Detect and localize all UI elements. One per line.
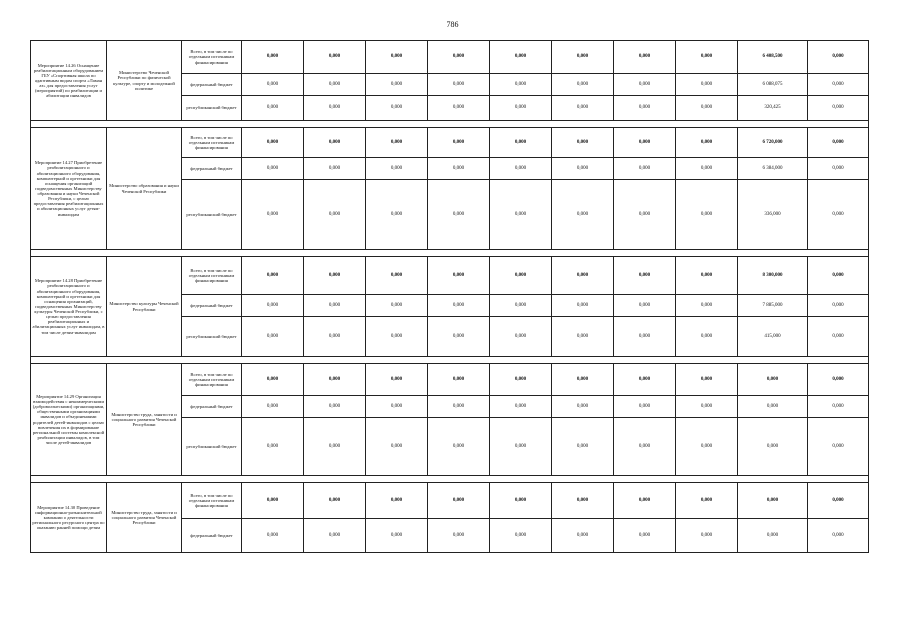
value-cell: 0,000 bbox=[242, 96, 304, 121]
value-cell: 0,000 bbox=[490, 96, 552, 121]
value-cell: 0,000 bbox=[242, 158, 304, 180]
value-cell: 0,000 bbox=[428, 128, 490, 158]
value-cell: 0,000 bbox=[614, 74, 676, 96]
value-cell: 0,000 bbox=[304, 483, 366, 519]
value-cell: 0,000 bbox=[490, 158, 552, 180]
value-cell: 0,000 bbox=[614, 396, 676, 418]
table-row bbox=[31, 483, 869, 519]
source-federal: федеральный бюджет bbox=[182, 158, 242, 180]
value-cell: 0,000 bbox=[808, 418, 869, 476]
value-cell: 0,000 bbox=[366, 180, 428, 250]
executor: Министерство Чеченской Республики по физической культуре, спорту и молодежной политике bbox=[107, 41, 182, 121]
value-cell: 6 088,075 bbox=[738, 74, 808, 96]
source-republic: республиканский бюджет bbox=[182, 317, 242, 357]
value-cell: 0,000 bbox=[676, 74, 738, 96]
value-cell: 8 300,000 bbox=[738, 257, 808, 295]
value-cell: 0,000 bbox=[676, 483, 738, 519]
value-cell: 0,000 bbox=[428, 396, 490, 418]
value-cell: 0,000 bbox=[490, 128, 552, 158]
value-cell: 0,000 bbox=[676, 158, 738, 180]
value-cell: 0,000 bbox=[490, 483, 552, 519]
value-cell: 7 885,000 bbox=[738, 295, 808, 317]
value-cell: 0,000 bbox=[490, 317, 552, 357]
measure-title: Мероприятие 14.28 Приобретение реабилитационного и абилитационного оборудования, компьютерной и оргтехники для оснащения организаций, подведомственных Министерству культуры Чеченской Республики, с целью предоставления реабилитационных и абилитационных услуг инвалидам, в том числе детям-инвалидам bbox=[31, 257, 107, 357]
value-cell: 0,000 bbox=[808, 364, 869, 396]
value-cell: 0,000 bbox=[808, 317, 869, 357]
value-cell: 0,000 bbox=[614, 41, 676, 74]
value-cell: 0,000 bbox=[552, 257, 614, 295]
value-cell: 0,000 bbox=[428, 519, 490, 553]
value-cell: 0,000 bbox=[676, 418, 738, 476]
value-cell: 0,000 bbox=[366, 519, 428, 553]
value-cell: 0,000 bbox=[552, 158, 614, 180]
value-cell: 0,000 bbox=[304, 41, 366, 74]
value-cell: 336,000 bbox=[738, 180, 808, 250]
value-cell: 0,000 bbox=[676, 364, 738, 396]
value-cell: 0,000 bbox=[808, 128, 869, 158]
table-row bbox=[31, 41, 869, 74]
value-cell: 0,000 bbox=[428, 257, 490, 295]
value-cell: 0,000 bbox=[490, 519, 552, 553]
value-cell: 0,000 bbox=[808, 96, 869, 121]
value-cell: 0,000 bbox=[614, 483, 676, 519]
value-cell: 0,000 bbox=[738, 418, 808, 476]
value-cell: 0,000 bbox=[808, 396, 869, 418]
measure-title: Мероприятие 14.27 Приобретение реабилитационного и абилитационного оборудования, компьютерной и оргтехники для оснащения организаций подведомственных Министерству образования и науки Чеченской Республики, с целью предоставления реабилитационных и абилитационных услуг детям-инвалидам bbox=[31, 128, 107, 250]
value-cell: 0,000 bbox=[304, 519, 366, 553]
gap-row bbox=[31, 121, 869, 128]
value-cell: 0,000 bbox=[738, 364, 808, 396]
value-cell: 0,000 bbox=[808, 295, 869, 317]
value-cell: 0,000 bbox=[428, 317, 490, 357]
value-cell: 0,000 bbox=[242, 295, 304, 317]
value-cell: 0,000 bbox=[304, 128, 366, 158]
value-cell: 415,000 bbox=[738, 317, 808, 357]
value-cell: 0,000 bbox=[366, 257, 428, 295]
value-cell: 0,000 bbox=[552, 418, 614, 476]
measure-title: Мероприятие 14.29 Организация взаимодействия с некоммерческими (добровольческими) организациями, общественными организациями инвалидов и объединениями родителей детей-инвалидов с целью вовлечения их в формирование региональной системы комплексной реабилитации инвалидов, в том числе детей-инвалидов bbox=[31, 364, 107, 476]
value-cell: 0,000 bbox=[242, 257, 304, 295]
source-total: Всего, в том числе по отдельным источникам финансирования bbox=[182, 128, 242, 158]
source-total: Всего, в том числе по отдельным источникам финансирования bbox=[182, 483, 242, 519]
value-cell: 0,000 bbox=[428, 418, 490, 476]
value-cell: 0,000 bbox=[490, 295, 552, 317]
executor: Министерство труда, занятости и социального развития Чеченской Республики bbox=[107, 483, 182, 553]
source-republic: республиканский бюджет bbox=[182, 180, 242, 250]
value-cell: 0,000 bbox=[552, 364, 614, 396]
value-cell: 0,000 bbox=[808, 519, 869, 553]
table-row bbox=[31, 364, 869, 396]
value-cell: 0,000 bbox=[304, 396, 366, 418]
source-republic: республиканский бюджет bbox=[182, 96, 242, 121]
value-cell: 0,000 bbox=[366, 483, 428, 519]
value-cell: 0,000 bbox=[808, 158, 869, 180]
value-cell: 0,000 bbox=[614, 317, 676, 357]
value-cell: 0,000 bbox=[676, 295, 738, 317]
table-row bbox=[31, 257, 869, 295]
value-cell: 0,000 bbox=[614, 418, 676, 476]
source-republic: республиканский бюджет bbox=[182, 418, 242, 476]
value-cell: 0,000 bbox=[366, 128, 428, 158]
value-cell: 0,000 bbox=[552, 483, 614, 519]
value-cell: 0,000 bbox=[614, 180, 676, 250]
value-cell: 0,000 bbox=[304, 364, 366, 396]
value-cell: 0,000 bbox=[808, 41, 869, 74]
budget-table bbox=[30, 40, 869, 553]
gap-row bbox=[31, 357, 869, 364]
source-federal: федеральный бюджет bbox=[182, 74, 242, 96]
value-cell: 0,000 bbox=[366, 317, 428, 357]
value-cell: 0,000 bbox=[366, 41, 428, 74]
value-cell: 0,000 bbox=[304, 418, 366, 476]
value-cell: 0,000 bbox=[428, 96, 490, 121]
source-federal: федеральный бюджет bbox=[182, 519, 242, 553]
value-cell: 0,000 bbox=[490, 396, 552, 418]
value-cell: 0,000 bbox=[614, 257, 676, 295]
executor: Министерство образования и науки Чеченской Республики bbox=[107, 128, 182, 250]
value-cell: 0,000 bbox=[304, 180, 366, 250]
value-cell: 0,000 bbox=[552, 180, 614, 250]
value-cell: 0,000 bbox=[552, 96, 614, 121]
value-cell: 6 408,500 bbox=[738, 41, 808, 74]
value-cell: 0,000 bbox=[676, 41, 738, 74]
value-cell: 0,000 bbox=[552, 128, 614, 158]
value-cell: 0,000 bbox=[304, 317, 366, 357]
value-cell: 0,000 bbox=[490, 180, 552, 250]
value-cell: 0,000 bbox=[676, 96, 738, 121]
source-total: Всего, в том числе по отдельным источникам финансирования bbox=[182, 257, 242, 295]
measure-title: Мероприятие 14.26 Оснащение реабилитационным оборудованием ГБУ «Спортивная школа по адаптивным видам спорта «Ламан аз» для предоставления услуг (мероприятий) по реабилитации и абилитации инвалидов bbox=[31, 41, 107, 121]
value-cell: 0,000 bbox=[428, 364, 490, 396]
value-cell: 0,000 bbox=[242, 74, 304, 96]
value-cell: 6 384,000 bbox=[738, 158, 808, 180]
value-cell: 0,000 bbox=[614, 364, 676, 396]
value-cell: 0,000 bbox=[428, 295, 490, 317]
value-cell: 0,000 bbox=[366, 396, 428, 418]
value-cell: 0,000 bbox=[366, 158, 428, 180]
value-cell: 0,000 bbox=[808, 180, 869, 250]
value-cell: 0,000 bbox=[304, 74, 366, 96]
value-cell: 0,000 bbox=[304, 96, 366, 121]
value-cell: 0,000 bbox=[552, 396, 614, 418]
value-cell: 0,000 bbox=[738, 519, 808, 553]
value-cell: 0,000 bbox=[808, 74, 869, 96]
value-cell: 0,000 bbox=[304, 295, 366, 317]
value-cell: 0,000 bbox=[676, 396, 738, 418]
value-cell: 0,000 bbox=[676, 257, 738, 295]
value-cell: 0,000 bbox=[614, 128, 676, 158]
value-cell: 0,000 bbox=[490, 257, 552, 295]
value-cell: 0,000 bbox=[242, 418, 304, 476]
value-cell: 0,000 bbox=[676, 128, 738, 158]
value-cell: 0,000 bbox=[304, 257, 366, 295]
value-cell: 6 720,000 bbox=[738, 128, 808, 158]
value-cell: 0,000 bbox=[428, 483, 490, 519]
value-cell: 0,000 bbox=[242, 317, 304, 357]
source-federal: федеральный бюджет bbox=[182, 396, 242, 418]
gap-row bbox=[31, 476, 869, 483]
value-cell: 0,000 bbox=[428, 180, 490, 250]
value-cell: 0,000 bbox=[614, 96, 676, 121]
source-federal: федеральный бюджет bbox=[182, 295, 242, 317]
value-cell: 0,000 bbox=[366, 364, 428, 396]
value-cell: 0,000 bbox=[366, 96, 428, 121]
gap-row bbox=[31, 250, 869, 257]
value-cell: 0,000 bbox=[738, 396, 808, 418]
value-cell: 0,000 bbox=[676, 317, 738, 357]
value-cell: 0,000 bbox=[738, 483, 808, 519]
value-cell: 0,000 bbox=[676, 180, 738, 250]
value-cell: 0,000 bbox=[366, 74, 428, 96]
value-cell: 0,000 bbox=[242, 180, 304, 250]
value-cell: 0,000 bbox=[552, 74, 614, 96]
page-number: 786 bbox=[446, 20, 459, 29]
value-cell: 0,000 bbox=[304, 158, 366, 180]
measure-title: Мероприятие 14.30 Проведение информационно-разъяснительной кампании о деятельности регионального ресурсного центра по оказанию ранней помощи детям bbox=[31, 483, 107, 553]
table-row bbox=[31, 128, 869, 158]
executor: Министерство культуры Чеченской Республики bbox=[107, 257, 182, 357]
value-cell: 0,000 bbox=[366, 418, 428, 476]
value-cell: 0,000 bbox=[242, 41, 304, 74]
value-cell: 0,000 bbox=[242, 128, 304, 158]
value-cell: 0,000 bbox=[428, 41, 490, 74]
value-cell: 0,000 bbox=[242, 396, 304, 418]
value-cell: 0,000 bbox=[552, 295, 614, 317]
value-cell: 0,000 bbox=[614, 519, 676, 553]
value-cell: 0,000 bbox=[428, 74, 490, 96]
value-cell: 0,000 bbox=[552, 317, 614, 357]
value-cell: 0,000 bbox=[490, 364, 552, 396]
value-cell: 0,000 bbox=[242, 519, 304, 553]
value-cell: 0,000 bbox=[490, 418, 552, 476]
value-cell: 0,000 bbox=[808, 483, 869, 519]
value-cell: 0,000 bbox=[552, 519, 614, 553]
value-cell: 0,000 bbox=[614, 158, 676, 180]
value-cell: 0,000 bbox=[490, 74, 552, 96]
source-total: Всего, в том числе по отдельным источникам финансирования bbox=[182, 364, 242, 396]
value-cell: 320,425 bbox=[738, 96, 808, 121]
value-cell: 0,000 bbox=[676, 519, 738, 553]
value-cell: 0,000 bbox=[552, 41, 614, 74]
value-cell: 0,000 bbox=[614, 295, 676, 317]
value-cell: 0,000 bbox=[808, 257, 869, 295]
value-cell: 0,000 bbox=[242, 483, 304, 519]
value-cell: 0,000 bbox=[242, 364, 304, 396]
value-cell: 0,000 bbox=[366, 295, 428, 317]
source-total: Всего, в том числе по отдельным источникам финансирования bbox=[182, 41, 242, 74]
value-cell: 0,000 bbox=[428, 158, 490, 180]
value-cell: 0,000 bbox=[490, 41, 552, 74]
executor: Министерство труда, занятости и социального развития Чеченской Республики bbox=[107, 364, 182, 476]
